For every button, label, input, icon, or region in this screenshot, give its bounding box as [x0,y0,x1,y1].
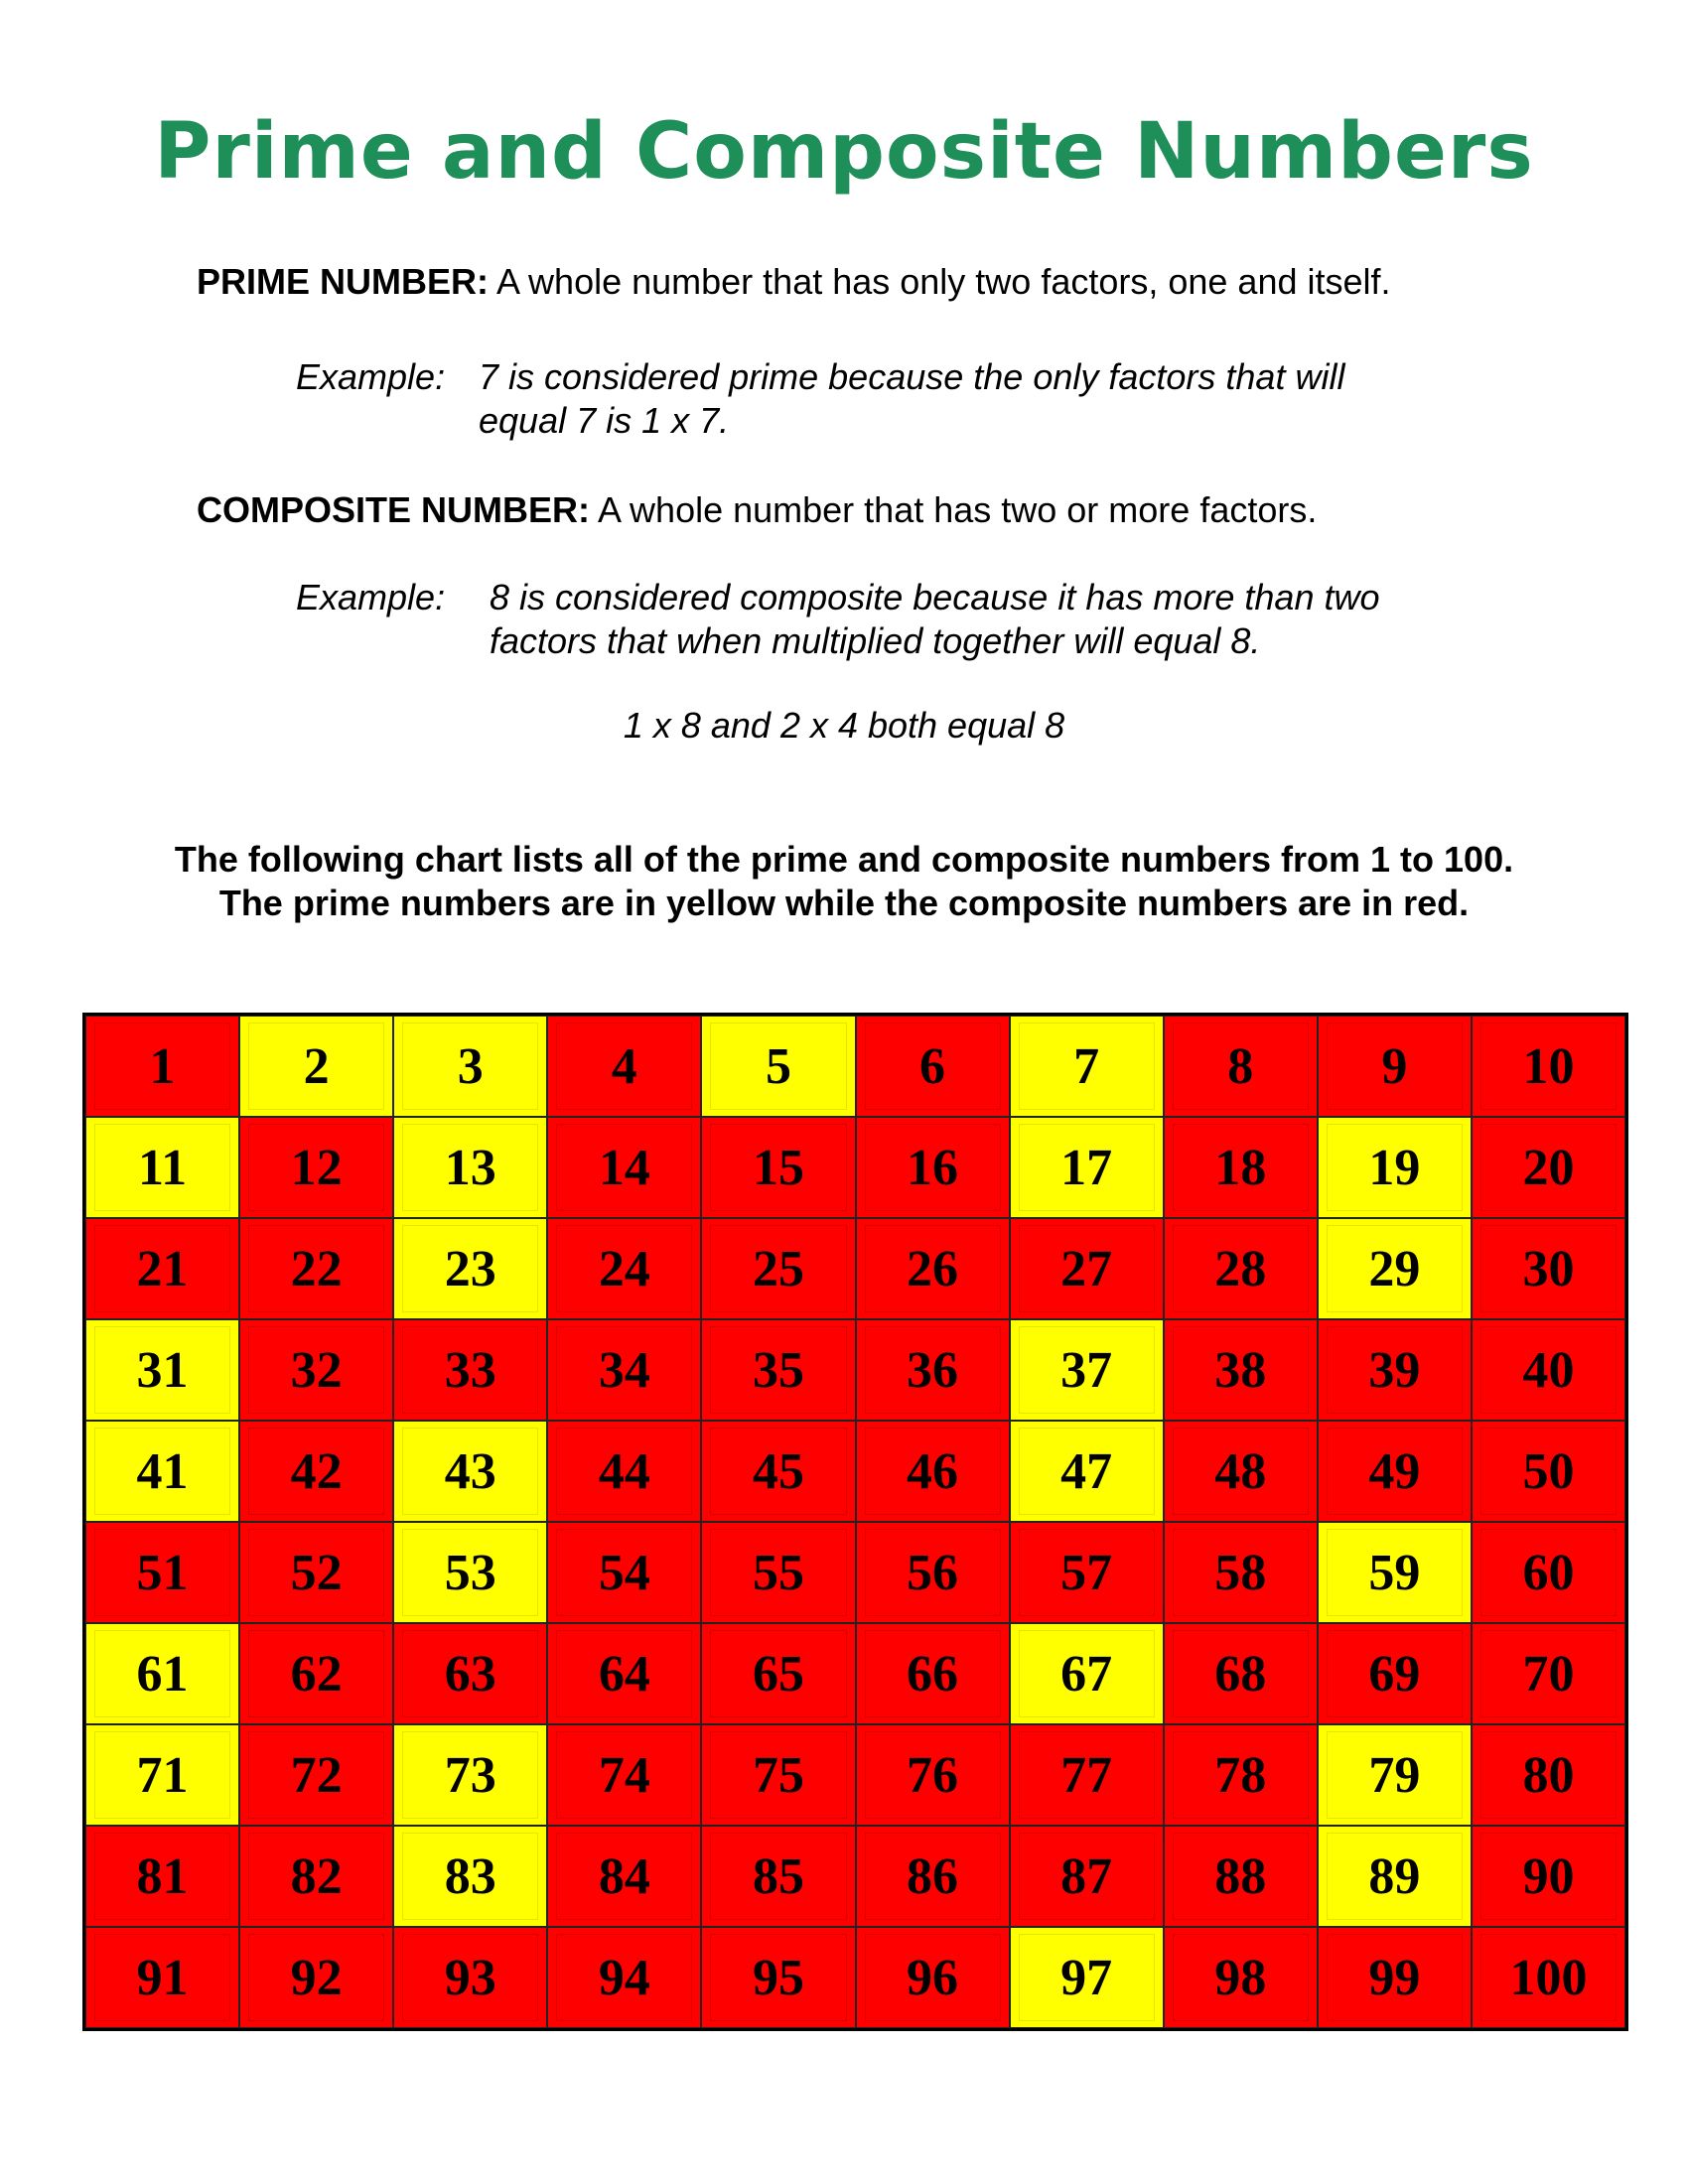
number-cell-94: 94 [547,1927,701,2028]
number-cell-65: 65 [701,1623,855,1724]
number-cell-72: 72 [239,1724,393,1826]
number-cell-28: 28 [1164,1218,1318,1319]
number-cell-88: 88 [1164,1826,1318,1927]
number-cell-12: 12 [239,1117,393,1218]
number-cell-96: 96 [856,1927,1010,2028]
number-cell-48: 48 [1164,1421,1318,1522]
number-cell-98: 98 [1164,1927,1318,2028]
number-cell-82: 82 [239,1826,393,1927]
number-cell-52: 52 [239,1522,393,1623]
number-cell-66: 66 [856,1623,1010,1724]
number-cell-60: 60 [1472,1522,1625,1623]
number-cell-99: 99 [1318,1927,1472,2028]
number-cell-57: 57 [1010,1522,1164,1623]
number-cell-15: 15 [701,1117,855,1218]
number-cell-24: 24 [547,1218,701,1319]
number-cell-62: 62 [239,1623,393,1724]
number-cell-71: 71 [85,1724,239,1826]
number-cell-37: 37 [1010,1319,1164,1421]
number-cell-95: 95 [701,1927,855,2028]
number-cell-53: 53 [393,1522,547,1623]
number-cell-64: 64 [547,1623,701,1724]
number-cell-92: 92 [239,1927,393,2028]
number-cell-32: 32 [239,1319,393,1421]
number-cell-90: 90 [1472,1826,1625,1927]
number-cell-70: 70 [1472,1623,1625,1724]
number-cell-91: 91 [85,1927,239,2028]
chart-note-line2: The prime numbers are in yellow while the composite numbers are in red. [218,883,1470,923]
prime-example-label: Example: [296,356,446,397]
number-cell-36: 36 [856,1319,1010,1421]
number-cell-74: 74 [547,1724,701,1826]
number-cell-43: 43 [393,1421,547,1522]
number-cell-8: 8 [1164,1016,1318,1117]
number-cell-1: 1 [85,1016,239,1117]
number-cell-55: 55 [701,1522,855,1623]
number-cell-78: 78 [1164,1724,1318,1826]
number-cell-35: 35 [701,1319,855,1421]
number-cell-63: 63 [393,1623,547,1724]
composite-example-label: Example: [296,577,446,617]
number-cell-83: 83 [393,1826,547,1927]
number-cell-4: 4 [547,1016,701,1117]
number-cell-33: 33 [393,1319,547,1421]
number-cell-59: 59 [1318,1522,1472,1623]
number-cell-68: 68 [1164,1623,1318,1724]
number-cell-17: 17 [1010,1117,1164,1218]
number-cell-73: 73 [393,1724,547,1826]
prime-example-line1: 7 is considered prime because the only factors that will [479,356,1345,397]
number-cell-9: 9 [1318,1016,1472,1117]
number-cell-80: 80 [1472,1724,1625,1826]
composite-example-line2: factors that when multiplied together will equal 8. [490,620,1261,661]
prime-term: PRIME NUMBER: [197,261,489,302]
number-cell-76: 76 [856,1724,1010,1826]
number-cell-84: 84 [547,1826,701,1927]
number-cell-29: 29 [1318,1218,1472,1319]
number-cell-56: 56 [856,1522,1010,1623]
number-cell-18: 18 [1164,1117,1318,1218]
number-cell-86: 86 [856,1826,1010,1927]
number-cell-22: 22 [239,1218,393,1319]
number-cell-61: 61 [85,1623,239,1724]
number-cell-69: 69 [1318,1623,1472,1724]
number-cell-10: 10 [1472,1016,1625,1117]
composite-example-line1: 8 is considered composite because it has more than two [490,577,1380,617]
number-cell-26: 26 [856,1218,1010,1319]
number-cell-45: 45 [701,1421,855,1522]
number-cell-21: 21 [85,1218,239,1319]
number-cell-13: 13 [393,1117,547,1218]
number-cell-38: 38 [1164,1319,1318,1421]
number-cell-100: 100 [1472,1927,1625,2028]
number-cell-23: 23 [393,1218,547,1319]
prime-definition-text: A whole number that has only two factors, one and itself. [489,261,1391,302]
number-cell-47: 47 [1010,1421,1164,1522]
number-cell-54: 54 [547,1522,701,1623]
number-cell-40: 40 [1472,1319,1625,1421]
number-cell-51: 51 [85,1522,239,1623]
number-cell-50: 50 [1472,1421,1625,1522]
number-cell-25: 25 [701,1218,855,1319]
number-cell-79: 79 [1318,1724,1472,1826]
number-cell-16: 16 [856,1117,1010,1218]
number-cell-42: 42 [239,1421,393,1522]
composite-example-line3: 1 x 8 and 2 x 4 both equal 8 [623,705,1065,746]
number-cell-89: 89 [1318,1826,1472,1927]
number-cell-87: 87 [1010,1826,1164,1927]
number-cell-27: 27 [1010,1218,1164,1319]
number-cell-30: 30 [1472,1218,1625,1319]
number-cell-97: 97 [1010,1927,1164,2028]
number-cell-3: 3 [393,1016,547,1117]
number-cell-46: 46 [856,1421,1010,1522]
number-cell-34: 34 [547,1319,701,1421]
number-cell-5: 5 [701,1016,855,1117]
number-cell-11: 11 [85,1117,239,1218]
composite-definition [197,488,1317,532]
number-cell-7: 7 [1010,1016,1164,1117]
prime-example-line2: equal 7 is 1 x 7. [479,400,730,441]
number-cell-77: 77 [1010,1724,1164,1826]
chart-note-line1: The following chart lists all of the prime and composite numbers from 1 to 100. [174,839,1514,880]
number-cell-6: 6 [856,1016,1010,1117]
number-cell-20: 20 [1472,1117,1625,1218]
number-cell-19: 19 [1318,1117,1472,1218]
prime-definition [197,260,1391,304]
number-cell-14: 14 [547,1117,701,1218]
page-title: Prime and Composite Numbers [154,107,1534,197]
number-cell-93: 93 [393,1927,547,2028]
number-cell-67: 67 [1010,1623,1164,1724]
number-cell-31: 31 [85,1319,239,1421]
number-cell-58: 58 [1164,1522,1318,1623]
number-cell-39: 39 [1318,1319,1472,1421]
number-cell-81: 81 [85,1826,239,1927]
number-cell-49: 49 [1318,1421,1472,1522]
number-cell-75: 75 [701,1724,855,1826]
composite-term: COMPOSITE NUMBER: [197,489,590,530]
composite-definition-text: A whole number that has two or more factors. [590,489,1318,530]
hundreds-chart [82,1013,1628,2031]
number-cell-44: 44 [547,1421,701,1522]
number-cell-41: 41 [85,1421,239,1522]
number-cell-85: 85 [701,1826,855,1927]
number-cell-2: 2 [239,1016,393,1117]
